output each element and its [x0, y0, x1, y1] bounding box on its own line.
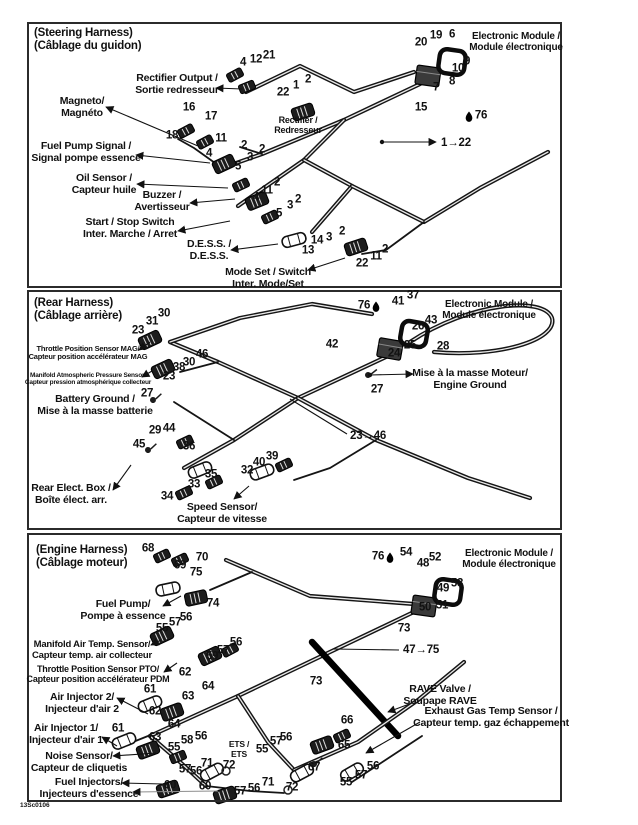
engine-harness-callout-61: 61 — [111, 722, 125, 735]
steering-harness-callout-11: 11 — [370, 250, 382, 263]
steering-harness-electronic-module-label-line: Module électronique — [469, 42, 563, 54]
rear-harness-tps-mag-label — [29, 345, 148, 362]
rear-harness-callout-28: 28 — [436, 340, 450, 353]
engine-harness-callout-55: 55 — [167, 741, 181, 754]
rear-harness-callout-27: 27 — [140, 387, 154, 400]
steering-harness-magneto-label — [60, 96, 104, 120]
engine-harness-ets-label-line: ETS / — [228, 739, 250, 749]
rear-harness-speed-sensor-label — [177, 502, 267, 526]
steering-harness-range-1-22-line: 1→22 — [441, 137, 471, 149]
engine-harness-fuel-injectors-label-line: Injecteurs d'essence — [39, 787, 139, 800]
steering-harness-start-stop-switch-label-line: Inter. Marche / Arret — [82, 227, 178, 240]
engine-harness-callout-56: 56 — [194, 730, 208, 743]
engine-harness-callout-75: 75 — [189, 566, 203, 579]
steering-harness-start-stop-switch-label — [83, 217, 177, 241]
rear-harness-tps-mag-label-line: Capteur position accélérateur MAG — [28, 352, 148, 362]
rear-harness-callout-43: 43 — [424, 314, 438, 327]
steering-harness-callout-1: 1 — [292, 79, 300, 92]
steering-harness-dess-label-line: D.E.S.S. / — [186, 238, 232, 250]
engine-harness-air-injector-2-label-line: Injecteur d'air 2 — [45, 702, 119, 715]
engine-harness-callout-64: 64 — [167, 718, 181, 731]
steering-harness-oil-sensor-label-line: Oil Sensor / — [76, 172, 132, 184]
engine-harness-callout-73: 73 — [309, 675, 323, 688]
rear-harness-callout-30: 30 — [182, 356, 196, 369]
rear-harness-battery-ground-label — [37, 394, 152, 418]
rear-harness-callout-46: 46 — [195, 348, 209, 361]
figure-code: 13Sc0106 — [20, 802, 50, 809]
steering-harness-buzzer-label-line: Buzzer / — [142, 189, 182, 201]
steering-harness-callout-22: 22 — [355, 257, 369, 270]
rear-harness-callout-44: 44 — [162, 422, 176, 435]
steering-harness-mode-set-label-line: Inter. Mode/Set — [232, 277, 304, 290]
steering-harness-panel-title-line: (Câblage du guidon) — [34, 39, 142, 52]
engine-harness-callout-58: 58 — [180, 734, 194, 747]
steering-harness-panel-title-line: (Steering Harness) — [34, 27, 133, 39]
rear-harness-callout-34: 34 — [160, 490, 174, 503]
steering-harness-dess-label — [187, 239, 231, 263]
rear-harness-callout-30: 30 — [157, 307, 171, 320]
engine-harness-air-injector-1-label — [29, 723, 103, 747]
steering-harness-callout-2: 2 — [294, 193, 302, 206]
steering-harness-callout-8: 8 — [448, 75, 456, 88]
rear-harness-callout-32: 32 — [240, 464, 254, 477]
rear-harness-electronic-module-label-line: Module électronique — [442, 310, 536, 322]
engine-harness-manifold-air-temp-label — [32, 640, 152, 661]
rear-harness-panel-title-line: (Rear Harness) — [34, 297, 114, 309]
engine-harness-fuel-injectors-label-line: Fuel Injectors/ — [54, 776, 124, 788]
engine-harness-callout-66: 66 — [340, 714, 354, 727]
rear-harness-callout-76: 76 — [357, 299, 371, 312]
engine-harness-callout-56: 56 — [179, 611, 193, 624]
rear-harness-range-23-46-line: 23→46 — [350, 430, 387, 442]
rear-harness-panel-title — [34, 297, 122, 323]
steering-harness-callout-14: 14 — [310, 234, 324, 247]
engine-harness-exhaust-gas-temp-label-line: Capteur temp. gaz échappement — [413, 716, 569, 729]
steering-harness-oil-sensor-label — [72, 173, 137, 197]
engine-harness-callout-54: 54 — [399, 546, 413, 559]
steering-harness-rectifier-output-label — [135, 73, 219, 97]
engine-harness-fuel-pump-label — [80, 599, 165, 623]
steering-harness-callout-2: 2 — [273, 176, 281, 189]
engine-harness-callout-74: 74 — [206, 597, 220, 610]
steering-harness-mode-set-label — [225, 267, 311, 291]
engine-harness-rave-valve-label-line: Soupape RAVE — [403, 694, 477, 707]
rear-harness-rear-elect-box-label-line: Boîte élect. arr. — [35, 493, 107, 506]
engine-harness-rave-valve-label-line: RAVE Valve / — [409, 683, 471, 695]
engine-harness-callout-72: 72 — [285, 781, 299, 794]
steering-harness-callout-7: 7 — [432, 81, 440, 94]
steering-harness-callout-9: 9 — [463, 55, 471, 68]
steering-harness-buzzer-label-line: Avertisseur — [134, 200, 190, 213]
rear-harness-callout-31: 31 — [145, 315, 159, 328]
rear-harness-callout-37: 37 — [406, 289, 420, 302]
steering-harness-callout-4: 4 — [239, 56, 247, 69]
steering-harness-callout-5: 5 — [275, 207, 283, 220]
engine-harness-callout-69: 69 — [173, 559, 187, 572]
engine-harness-callout-60: 60 — [163, 779, 177, 792]
steering-harness-callout-3: 3 — [286, 199, 294, 212]
engine-harness-noise-sensor-label-line: Noise Sensor/ — [45, 750, 113, 762]
steering-harness-callout-21: 21 — [262, 49, 276, 62]
engine-harness-panel-title-line: (Engine Harness) — [36, 544, 128, 556]
steering-harness-rectifier-output-label-line: Sortie redresseur — [135, 83, 219, 96]
engine-harness-air-injector-2-label — [45, 692, 119, 716]
engine-harness-callout-68: 68 — [141, 542, 155, 555]
engine-harness-callout-57: 57 — [178, 763, 192, 776]
steering-harness-fuel-pump-signal-label — [31, 141, 140, 165]
engine-harness-electronic-module-label — [462, 548, 555, 571]
engine-harness-manifold-air-temp-label-line: Manifold Air Temp. Sensor/ — [33, 639, 151, 650]
engine-harness-callout-71: 71 — [200, 757, 214, 770]
steering-harness-callout-3: 3 — [325, 231, 333, 244]
engine-harness-callout-50: 50 — [418, 601, 432, 614]
steering-harness-callout-2: 2 — [304, 73, 312, 86]
steering-harness-callout-16: 16 — [182, 101, 196, 114]
engine-harness-callout-56: 56 — [279, 731, 293, 744]
steering-harness-callout-17: 17 — [204, 110, 218, 123]
rear-harness-map-sensor-label-line: Capteur pression atmosphérique collecteur — [24, 379, 152, 387]
engine-harness-callout-57: 57 — [216, 644, 230, 657]
rear-harness-callout-35: 35 — [204, 468, 218, 481]
engine-harness-range-47-75 — [403, 644, 439, 657]
engine-harness-air-injector-2-label-line: Air Injector 2/ — [49, 691, 115, 703]
engine-harness-noise-sensor-label — [31, 751, 127, 775]
engine-harness-electronic-module-label-line: Module électronique — [462, 559, 556, 571]
steering-harness-callout-19: 19 — [429, 29, 443, 42]
steering-harness-callout-11: 11 — [261, 184, 273, 197]
steering-harness-electronic-module-label — [469, 31, 562, 54]
engine-harness-tps-pto-label-line: Capteur position accélérateur PDM — [26, 674, 170, 685]
engine-harness-callout-55: 55 — [155, 622, 169, 635]
engine-harness-callout-70: 70 — [195, 551, 209, 564]
steering-harness-callout-6: 6 — [448, 28, 456, 41]
engine-harness-callout-63: 63 — [181, 690, 195, 703]
steering-harness-callout-3: 3 — [246, 151, 254, 164]
engine-harness-panel-title — [36, 544, 127, 570]
engine-harness-callout-63: 63 — [148, 731, 162, 744]
engine-harness-callout-76: 76 — [371, 550, 385, 563]
rear-harness-battery-ground-label-line: Battery Ground / — [55, 393, 135, 405]
engine-harness-callout-62: 62 — [148, 705, 162, 718]
rear-harness-callout-36: 36 — [182, 440, 196, 453]
rear-harness-callout-38: 38 — [172, 361, 186, 374]
rear-harness-rear-elect-box-label-line: Rear Elect. Box / — [31, 482, 111, 494]
steering-harness-callout-12: 12 — [249, 53, 263, 66]
engine-harness-callout-53: 53 — [450, 577, 464, 590]
engine-harness-callout-71: 71 — [261, 776, 275, 789]
rear-harness-callout-27: 27 — [370, 383, 384, 396]
rear-harness-panel-title-line: (Câblage arrière) — [34, 309, 122, 322]
steering-harness-fuel-pump-signal-label-line: Signal pompe essence — [31, 151, 141, 164]
steering-harness-callout-15: 15 — [414, 101, 428, 114]
engine-harness-fuel-injectors-label — [40, 777, 139, 801]
engine-harness-tps-pto-label — [27, 664, 170, 684]
rear-harness-map-sensor-label-line: Manifold Atmospheric Pressure Sensor/ — [30, 372, 146, 379]
rear-harness-callout-42: 42 — [325, 338, 339, 351]
engine-harness-callout-59: 59 — [205, 650, 219, 663]
rear-harness-callout-23: 23 — [131, 324, 145, 337]
engine-harness-callout-56: 56 — [247, 782, 261, 795]
rear-harness-callout-41: 41 — [391, 295, 405, 308]
steering-harness-callout-4: 4 — [252, 191, 260, 204]
rear-harness-engine-ground-label-line: Mise à la masse Moteur/ — [412, 367, 528, 379]
engine-harness-noise-sensor-label-line: Capteur de cliquetis — [30, 761, 128, 774]
steering-harness-buzzer-label — [134, 190, 189, 214]
steering-harness-start-stop-switch-label-line: Start / Stop Switch — [85, 216, 175, 228]
rear-harness-tps-mag-label-line: Throttle Position Sensor MAG/ — [36, 344, 140, 353]
engine-harness-air-injector-1-label-line: Injecteur d'air 1 — [29, 733, 103, 746]
engine-harness-exhaust-gas-temp-label — [413, 706, 569, 730]
rear-harness-callout-40: 40 — [252, 456, 266, 469]
rear-harness-rear-elect-box-label — [31, 483, 110, 507]
steering-harness-callout-11: 11 — [215, 132, 227, 145]
steering-harness-callout-18: 18 — [165, 129, 179, 142]
engine-harness-fuel-pump-label-line: Pompe à essence — [80, 609, 166, 622]
steering-harness-callout-2: 2 — [240, 139, 248, 152]
steering-harness-callout-13: 13 — [301, 244, 315, 257]
engine-harness-callout-72: 72 — [222, 759, 236, 772]
engine-harness-callout-57: 57 — [354, 769, 368, 782]
rear-harness-electronic-module-label — [442, 299, 535, 322]
rear-harness-engine-ground-label — [412, 368, 528, 392]
engine-harness-callout-62: 62 — [178, 666, 192, 679]
rear-harness-engine-ground-label-line: Engine Ground — [433, 378, 507, 391]
engine-harness-callout-51: 51 — [435, 599, 449, 612]
steering-harness-panel-title — [34, 27, 141, 53]
steering-harness-fuel-pump-signal-label-line: Fuel Pump Signal / — [40, 140, 132, 152]
rear-harness-callout-39: 39 — [265, 450, 279, 463]
steering-harness-callout-5: 5 — [234, 160, 242, 173]
engine-harness-callout-48: 48 — [416, 557, 430, 570]
rear-harness-callout-25: 25 — [403, 339, 417, 352]
steering-harness-callout-22: 22 — [276, 86, 290, 99]
engine-harness-tps-pto-label-line: Throttle Position Sensor PTO/ — [36, 664, 160, 674]
rear-harness-speed-sensor-label-line: Speed Sensor/ — [186, 501, 258, 513]
steering-harness-dess-label-line: D.E.S.S. — [189, 249, 229, 262]
engine-harness-ets-label — [229, 740, 249, 759]
engine-harness-callout-56: 56 — [229, 636, 243, 649]
engine-harness-callout-56: 56 — [189, 765, 203, 778]
steering-harness-callout-2: 2 — [381, 243, 389, 256]
engine-harness-callout-52: 52 — [428, 551, 442, 564]
rear-harness-callout-26: 26 — [411, 320, 425, 333]
steering-harness-callout-2: 2 — [258, 143, 266, 156]
steering-harness-rectifier-label-line: Redresseur — [274, 125, 322, 136]
engine-harness-callout-67: 67 — [307, 761, 321, 774]
rear-harness-callout-33: 33 — [187, 478, 201, 491]
engine-harness-ets-label-line: ETS — [231, 748, 247, 759]
engine-harness-callout-49: 49 — [436, 582, 450, 595]
engine-harness-callout-64: 64 — [201, 680, 215, 693]
engine-harness-exhaust-gas-temp-label-line: Exhaust Gas Temp Sensor / — [424, 705, 558, 717]
engine-harness-air-injector-1-label-line: Air Injector 1/ — [33, 722, 99, 734]
steering-harness-magneto-label-line: Magneto/ — [59, 95, 105, 107]
steering-harness-mode-set-label-line: Mode Set / Switch — [225, 266, 311, 278]
engine-harness-callout-73: 73 — [397, 622, 411, 635]
engine-harness-panel-title-line: (Câblage moteur) — [36, 556, 128, 569]
engine-harness-callout-57: 57 — [269, 735, 283, 748]
rear-harness-callout-24: 24 — [387, 347, 401, 360]
steering-harness-callout-4: 4 — [205, 147, 213, 160]
rear-harness-callout-29: 29 — [148, 424, 162, 437]
engine-harness-callout-57: 57 — [233, 785, 247, 798]
steering-harness-callout-10: 10 — [451, 62, 465, 75]
steering-harness-magneto-label-line: Magnéto — [61, 106, 103, 119]
steering-harness-rectifier-label-line: Rectifier / — [278, 115, 318, 125]
rear-harness-battery-ground-label-line: Mise à la masse batterie — [37, 404, 153, 417]
steering-harness-callout-20: 20 — [414, 36, 428, 49]
steering-harness-callout-2: 2 — [338, 225, 346, 238]
steering-harness-rectifier-output-label-line: Rectifier Output / — [136, 72, 218, 84]
engine-harness-callout-65: 65 — [337, 739, 351, 752]
steering-harness-range-1-22 — [441, 137, 471, 150]
steering-harness-callout-76: 76 — [474, 109, 488, 122]
steering-harness-oil-sensor-label-line: Capteur huile — [71, 183, 137, 196]
engine-harness-range-47-75-line: 47→75 — [403, 644, 440, 656]
engine-harness-callout-57: 57 — [168, 616, 182, 629]
engine-harness-callout-55: 55 — [255, 743, 269, 756]
rear-harness-callout-23: 23 — [162, 370, 176, 383]
rear-harness-callout-45: 45 — [132, 438, 146, 451]
rear-harness-electronic-module-label-line: Electronic Module / — [445, 299, 533, 310]
steering-harness-rectifier-label — [274, 115, 322, 135]
engine-harness-callout-56: 56 — [366, 760, 380, 773]
engine-harness-callout-60: 60 — [198, 780, 212, 793]
engine-harness-callout-61: 61 — [143, 683, 157, 696]
engine-harness-manifold-air-temp-label-line: Capteur temp. air collecteur — [31, 649, 153, 661]
rear-harness-map-sensor-label — [25, 372, 151, 387]
engine-harness-callout-55: 55 — [339, 776, 353, 789]
engine-harness-electronic-module-label-line: Electronic Module / — [465, 548, 553, 559]
rear-harness-speed-sensor-label-line: Capteur de vitesse — [177, 512, 267, 525]
rear-harness-range-23-46 — [350, 430, 386, 443]
steering-harness-electronic-module-label-line: Electronic Module / — [472, 31, 560, 42]
engine-harness-fuel-pump-label-line: Fuel Pump/ — [95, 598, 151, 610]
